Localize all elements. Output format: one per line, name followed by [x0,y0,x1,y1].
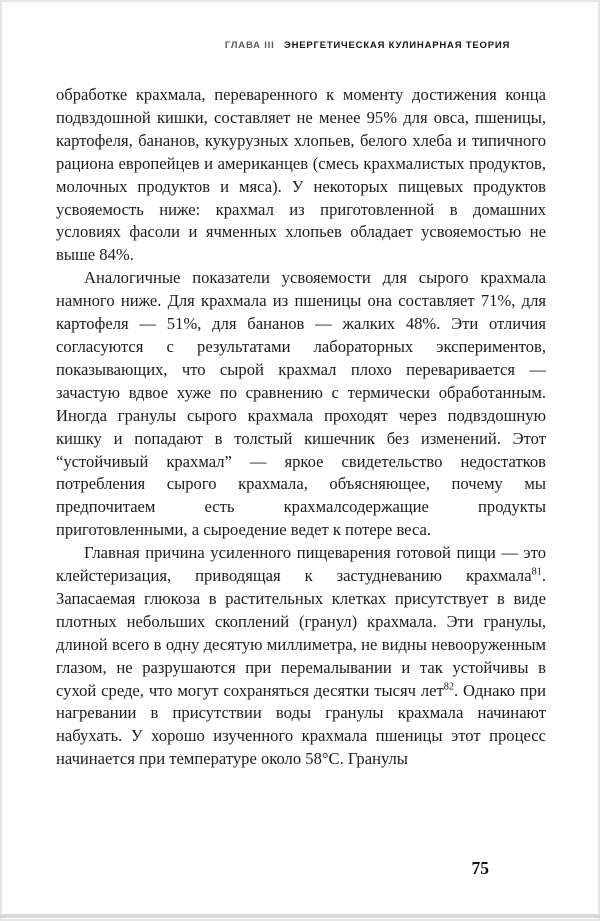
page-number: 75 [471,858,489,878]
chapter-title: ЭНЕРГЕТИЧЕСКАЯ КУЛИНАРНАЯ ТЕОРИЯ [284,40,511,51]
paragraph: Аналогичные показатели усвояемости для сырого крахмала намного ниже. Для крахмала из пшеницы она составляет 71%, для картофеля — 51%, для бананов — жалких 48%. Эти отличия согласуются с результатами лабораторных экспериментов, показывающих, что сырой крахмал плохо переваривается — зачастую вдвое хуже по сравнению с термически обработанным. Иногда гранулы сырого крахмала проходят через подвздошную кишку и попадают в толстый кишечник без изменений. Этот “устойчивый крахмал” — яркое свидетельство недостатков потребления сырого крахмала, объясняющее, почему мы предпочитаем есть крахмалсодержащие продукты приготовленными, а сыроедение ведет к потере веса. [56,268,546,540]
running-header [135,40,600,51]
paragraph: Главная причина усиленного пищеварения готовой пищи — это клейстеризация, приводящая к застудневанию крахмала$^{81}$. Запасаемая глюкоза в растительных клетках присутствует в виде плотных небольших скоплений (гранул) крахмала. Эти гранулы, длиной всего в одну десятую миллиметра, не видны невооруженным глазом, не разрушаются при перемалывании и так устойчивы в сухой среде, что могут сохраняться десятки тысяч лет$^{82}$. Однако при нагревании в присутствии воды гранулы крахмала начинают набухать. У хорошо изученного крахмала пшеницы этот процесс начинается при температуре около 58°С. Гранулы [56,543,546,769]
chapter-label: ГЛАВА III [224,40,275,51]
body-text [56,84,546,771]
footnote-ref: 81 [531,566,542,578]
footnote-ref: 82 [443,681,455,693]
page-edge-shadow [0,914,600,918]
paragraph: обработке крахмала, переваренного к моменту достижения конца подвздошной кишки, составляет не менее 95% для овса, пшеницы, картофеля, бананов, кукурузных хлопьев, белого хлеба и типичного рациона европейцев и американцев (смесь крахмалистых продуктов, молочных продуктов и мяса). У некоторых пищевых продуктов усвояемость ниже: крахмал из приготовленной в домашних условиях фасоли и ячменных хлопьев обладает усвояемостью не выше 84%. [56,85,546,265]
